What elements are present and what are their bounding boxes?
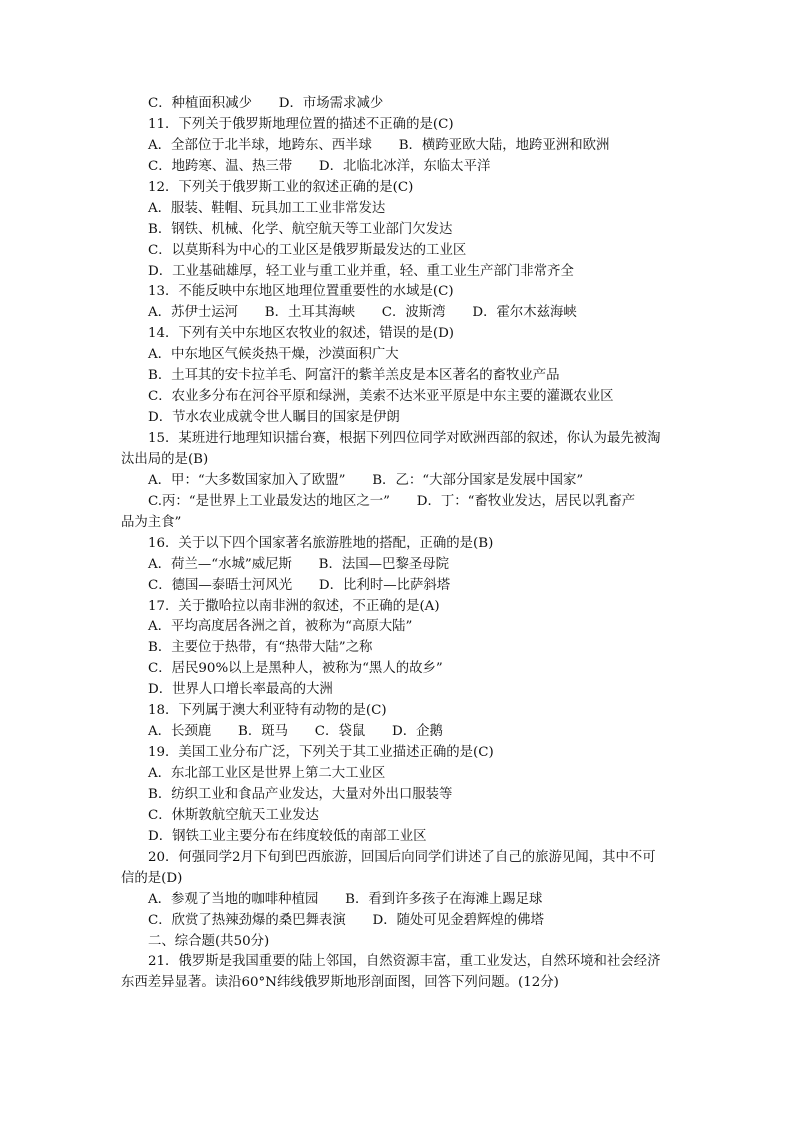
question-15: 15．某班进行地理知识擂台赛，根据下列四位同学对欧洲西部的叙述，你认为最先被淘	[148, 431, 661, 446]
option-line: A．甲：“大多数国家加入了欧盟” B．乙：“大部分国家是发展中国家”	[148, 472, 584, 488]
option-line: A．中东地区气候炎热干燥，沙漠面积广大	[148, 347, 399, 363]
option-line: C．德国—泰晤士河风光 D．比利时—比萨斜塔	[148, 577, 451, 593]
option-line: A．荷兰—“水城”威尼斯 B．法国—巴黎圣母院	[148, 556, 450, 572]
question-content	[121, 94, 661, 994]
question-13: 13．不能反映中东地区地理位置重要性的水域是(C)	[148, 284, 454, 300]
question-16: 16．关于以下四个国家著名旅游胜地的搭配，正确的是(B)	[148, 535, 494, 551]
option-line: D．世界人口增长率最高的大洲	[148, 682, 333, 698]
option-line: A．服装、鞋帽、玩具加工工业非常发达	[148, 200, 386, 216]
question-17: 17．关于撒哈拉以南非洲的叙述，不正确的是(A)	[148, 598, 440, 614]
option-line: C．种植面积减少 D．市场需求减少	[148, 96, 384, 111]
question-20-continued: 信的是(D)	[121, 870, 183, 886]
option-line: D．工业基础雄厚，轻工业与重工业并重，轻、重工业生产部门非常齐全	[148, 263, 574, 279]
option-line: A．东北部工业区是世界上第二大工业区	[148, 766, 386, 781]
question-18: 18．下列属于澳大利亚特有动物的是(C)	[148, 703, 387, 719]
option-line: B．土耳其的安卡拉羊毛、阿富汗的紫羊羔皮是本区著名的畜牧业产品	[148, 368, 560, 384]
section-heading: 二、综合题(共50分)	[148, 933, 270, 949]
option-line: C．以莫斯科为中心的工业区是俄罗斯最发达的工业区	[148, 242, 467, 258]
option-line: D．节水农业成就令世人瞩目的国家是伊朗	[148, 410, 400, 426]
option-line: C.丙：“是世界上工业最发达的地区之一” D．丁：“畜牧业发达，居民以乳畜产	[148, 493, 636, 509]
option-line: C．休斯敦航空航天工业发达	[148, 807, 319, 823]
question-19: 19．美国工业分布广泛，下列关于其工业描述正确的是(C)	[148, 745, 494, 761]
question-21: 21．俄罗斯是我国重要的陆上邻国，自然资源丰富，重工业发达，自然环境和社会经济	[148, 954, 661, 970]
option-line: C．农业多分布在河谷平原和绿洲，美索不达米亚平原是中东主要的灌溉农业区	[148, 389, 614, 405]
option-line: B．主要位于热带，有“热带大陆”之称	[148, 640, 373, 656]
option-line: A．长颈鹿 B．斑马 C．袋鼠 D．企鹅	[148, 724, 443, 740]
question-14: 14．下列有关中东地区农牧业的叙述，错误的是(D)	[148, 326, 455, 342]
question-12: 12．下列关于俄罗斯工业的叙述正确的是(C)	[148, 179, 414, 195]
question-11: 11．下列关于俄罗斯地理位置的描述不正确的是(C)	[148, 116, 454, 132]
option-line: A．苏伊士运河 B．土耳其海峡 C．波斯湾 D．霍尔木兹海峡	[148, 305, 577, 321]
option-line: A．平均高度居各洲之首，被称为“高原大陆”	[148, 619, 413, 635]
option-line: B．钢铁、机械、化学、航空航天等工业部门欠发达	[148, 221, 453, 237]
option-line: C．欣赏了热辣劲爆的桑巴舞表演 D．随处可见金碧辉煌的佛塔	[148, 912, 544, 928]
option-line: C．地跨寒、温、热三带 D．北临北冰洋，东临太平洋	[148, 158, 491, 174]
option-line: D．钢铁工业主要分布在纬度较低的南部工业区	[148, 828, 427, 844]
option-line: B．纺织工业和食品产业发达，大量对外出口服装等	[148, 786, 453, 802]
question-20: 20．何强同学2月下旬到巴西旅游，回国后向同学们讲述了自己的旅游见闻，其中不可	[148, 849, 656, 865]
option-line: C．居民90%以上是黑种人，被称为“黑人的故乡”	[148, 661, 443, 677]
option-line: A．参观了当地的咖啡种植园 B．看到许多孩子在海滩上踢足球	[148, 891, 543, 907]
option-line: A．全部位于北半球，地跨东、西半球 B．横跨亚欧大陆，地跨亚洲和欧洲	[148, 137, 610, 153]
question-21-continued: 东西差异显著。读沿60°N纬线俄罗斯地形剖面图，回答下列问题。(12分)	[121, 975, 559, 991]
question-15-continued: 汰出局的是(B)	[121, 451, 209, 467]
option-line-continued: 品为主食”	[121, 514, 182, 530]
